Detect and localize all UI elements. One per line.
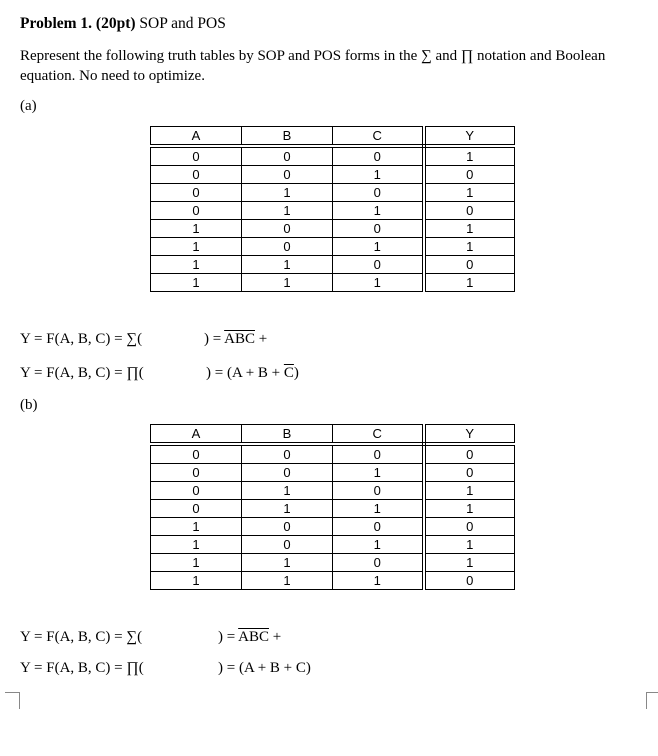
table-cell-a: 0: [151, 444, 242, 464]
table-a-header-b: B: [242, 127, 333, 147]
part-b-pos-left: Y = F(A, B, C) = ∏(: [20, 660, 144, 676]
table-cell-y: 1: [424, 220, 515, 238]
table-cell-a: 0: [151, 146, 242, 166]
table-row: [151, 146, 515, 166]
table-cell-b: 1: [242, 500, 333, 518]
table-cell-a: 1: [151, 274, 242, 292]
table-cell-c: 0: [333, 146, 424, 166]
table-cell-y: 1: [424, 482, 515, 500]
table-cell-b: 1: [242, 554, 333, 572]
table-cell-y: 0: [424, 464, 515, 482]
table-cell-y: 1: [424, 146, 515, 166]
table-cell-y: 1: [424, 184, 515, 202]
table-cell-y: 1: [424, 554, 515, 572]
table-row: [151, 220, 515, 238]
table-cell-a: 1: [151, 536, 242, 554]
table-a-header-c: C: [333, 127, 424, 147]
table-cell-b: 0: [242, 146, 333, 166]
table-cell-c: 1: [333, 464, 424, 482]
part-a-sop-right: [204, 331, 267, 348]
part-b-sop-left: Y = F(A, B, C) = ∑(: [20, 629, 143, 645]
table-cell-c: 0: [333, 554, 424, 572]
table-b-header-c: C: [333, 425, 424, 445]
table-cell-y: 0: [424, 256, 515, 274]
table-row: [151, 256, 515, 274]
table-cell-y: 0: [424, 444, 515, 464]
table-cell-a: 1: [151, 554, 242, 572]
page-corner-right-marker: [646, 692, 658, 709]
table-row: [151, 238, 515, 256]
table-cell-y: 0: [424, 202, 515, 220]
table-cell-c: 1: [333, 274, 424, 292]
table-cell-a: 0: [151, 500, 242, 518]
part-a-pos-left: Y = F(A, B, C) = ∏(: [20, 365, 144, 381]
table-cell-b: 1: [242, 202, 333, 220]
table-row: [151, 536, 515, 554]
table-cell-c: 0: [333, 444, 424, 464]
part-a-pos-suffix: ): [293, 365, 299, 381]
table-cell-a: 1: [151, 238, 242, 256]
table-cell-y: 1: [424, 500, 515, 518]
table-cell-a: 1: [151, 572, 242, 590]
problem-description: Represent the following truth tables by SOP and POS forms in the ∑ and ∏ notation and Boolean equation. No need to optimize.: [20, 48, 606, 84]
table-b-header-b: B: [242, 425, 333, 445]
table-cell-c: 1: [333, 166, 424, 184]
table-cell-a: 0: [151, 202, 242, 220]
table-cell-c: 1: [333, 572, 424, 590]
part-a-sop-term: $\overline{ABC}$: [224, 331, 255, 347]
table-cell-c: 1: [333, 202, 424, 220]
table-cell-b: 0: [242, 166, 333, 184]
part-b-sop-prefix: ) =: [218, 629, 239, 645]
part-b-label: (b): [20, 397, 38, 413]
problem-title-bold: Problem 1. (20pt): [20, 15, 136, 32]
problem-title-rest: SOP and POS: [135, 15, 226, 32]
table-cell-b: 0: [242, 464, 333, 482]
table-row: [151, 166, 515, 184]
table-cell-a: 0: [151, 184, 242, 202]
table-cell-b: 0: [242, 518, 333, 536]
part-a-sop-equation: [20, 331, 142, 348]
table-cell-b: 1: [242, 184, 333, 202]
table-b-header-y: Y: [424, 425, 515, 445]
table-row: [151, 464, 515, 482]
table-cell-a: 1: [151, 220, 242, 238]
table-cell-a: 0: [151, 166, 242, 184]
truth-table-b: [150, 424, 515, 590]
table-cell-c: 1: [333, 500, 424, 518]
part-b-sop-right: [218, 629, 281, 646]
table-cell-a: 0: [151, 464, 242, 482]
part-a-pos-equation: [20, 365, 144, 382]
table-cell-c: 0: [333, 184, 424, 202]
part-b-sop-equation: [20, 629, 142, 646]
table-cell-y: 0: [424, 166, 515, 184]
table-cell-c: 1: [333, 238, 424, 256]
part-a-label: (a): [20, 98, 37, 114]
table-row: [151, 572, 515, 590]
table-cell-a: 1: [151, 518, 242, 536]
part-a-pos-term: $\overline{C}$: [283, 365, 294, 381]
table-cell-a: 1: [151, 256, 242, 274]
part-a-pos-prefix: ) = (A + B +: [206, 365, 284, 381]
table-row: [151, 518, 515, 536]
table-cell-b: 1: [242, 482, 333, 500]
part-b-pos-right: ) = (A + B + C): [218, 660, 311, 676]
table-cell-b: 1: [242, 274, 333, 292]
table-row: [151, 444, 515, 464]
table-cell-y: 0: [424, 518, 515, 536]
table-a-header-a: A: [151, 127, 242, 147]
part-a-sop-suffix: +: [254, 331, 268, 347]
table-cell-y: 1: [424, 274, 515, 292]
table-cell-c: 1: [333, 536, 424, 554]
part-a-sop-prefix: ) =: [204, 331, 225, 347]
page-corner-left-marker: [5, 692, 20, 709]
truth-table-a: [150, 126, 515, 292]
table-row: [151, 554, 515, 572]
table-cell-y: 1: [424, 238, 515, 256]
table-cell-b: 0: [242, 220, 333, 238]
table-row: [151, 184, 515, 202]
table-cell-c: 0: [333, 256, 424, 274]
table-a-header-y: Y: [424, 127, 515, 147]
part-a-sop-left: Y = F(A, B, C) = ∑(: [20, 331, 143, 347]
table-b-header-a: A: [151, 425, 242, 445]
table-cell-c: 0: [333, 482, 424, 500]
table-row: [151, 500, 515, 518]
table-cell-y: 1: [424, 536, 515, 554]
part-a-pos-right: [206, 365, 299, 382]
table-row: [151, 274, 515, 292]
part-b-sop-suffix: +: [268, 629, 282, 645]
table-cell-b: 1: [242, 572, 333, 590]
table-cell-a: 0: [151, 482, 242, 500]
part-b-sop-term: $\overline{ABC}$: [238, 629, 269, 645]
table-cell-c: 0: [333, 220, 424, 238]
table-cell-c: 0: [333, 518, 424, 536]
part-b-pos-equation: [20, 660, 144, 677]
table-row: [151, 482, 515, 500]
table-cell-b: 1: [242, 256, 333, 274]
table-cell-b: 0: [242, 238, 333, 256]
table-cell-b: 0: [242, 536, 333, 554]
table-row: [151, 202, 515, 220]
problem-title: [20, 15, 226, 33]
table-cell-y: 0: [424, 572, 515, 590]
table-cell-b: 0: [242, 444, 333, 464]
